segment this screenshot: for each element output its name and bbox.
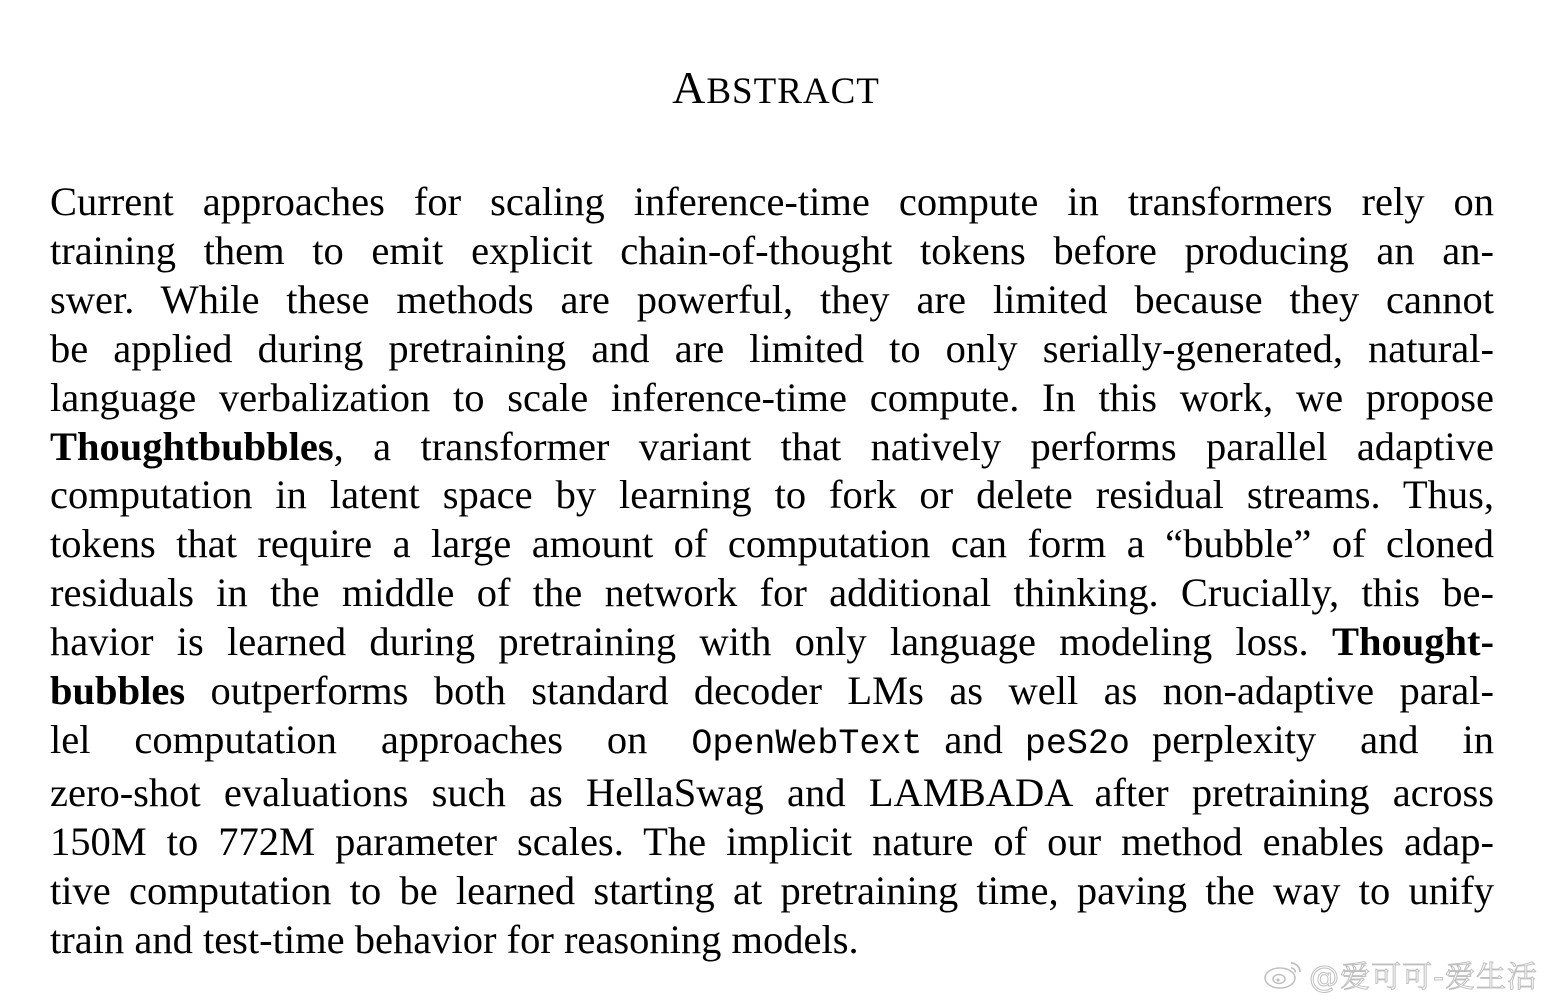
abstract-line [50, 716, 1494, 769]
section-heading-abstract [0, 62, 1552, 118]
line-text: , a transformer variant that natively performs parallel adaptive [333, 423, 1494, 469]
abstract-line: zero-shot evaluations such as HellaSwag and LAMBADA after pretraining across [50, 769, 1494, 815]
abstract-line: computation in latent space by learning to fork or delete residual streams. Thus, [50, 472, 1494, 518]
line-text: outperforms both standard decoder LMs as well as non-adaptive paral- [185, 668, 1494, 714]
dataset-name-openwebtext: OpenWebText [691, 723, 923, 764]
abstract-line: tokens that require a large amount of computation can form a “bubble” of cloned [50, 521, 1494, 567]
model-name-bold: Thought- [1331, 619, 1494, 665]
abstract-line: be applied during pretraining and are limited to only serially-generated, natural- [50, 325, 1494, 371]
dataset-name-pes2o: peS2o [1024, 723, 1130, 764]
line-text: and [944, 716, 1003, 762]
abstract-line [50, 667, 1494, 716]
heading-initial: A [672, 62, 707, 113]
abstract-line [50, 423, 1494, 472]
abstract-line: 150M to 772M parameter scales. The implicit nature of our method enables adap- [50, 818, 1494, 864]
abstract-body [50, 178, 1494, 965]
abstract-line: Current approaches for scaling inference-time compute in transformers rely on [50, 179, 1494, 224]
weibo-icon [1263, 957, 1303, 991]
abstract-line: language verbalization to scale inference-time compute. In this work, we propose [50, 374, 1494, 420]
abstract-line: training them to emit explicit chain-of-thought tokens before producing an an- [50, 227, 1494, 273]
heading-rest: BSTRACT [706, 71, 880, 112]
abstract-line: residuals in the middle of the network for additional thinking. Crucially, this be- [50, 570, 1494, 616]
abstract-line [50, 618, 1494, 667]
abstract-line: tive computation to be learned starting at pretraining time, paving the way to unify [50, 867, 1494, 913]
line-text: lel computation approaches on [50, 716, 692, 762]
line-text: havior is learned during pretraining with only language modeling loss. [50, 619, 1332, 665]
model-name-bold: bubbles [50, 668, 186, 714]
abstract-line: swer. While these methods are powerful, they are limited because they cannot [50, 276, 1494, 322]
model-name-bold: Thoughtbubbles [50, 423, 334, 469]
line-text: perplexity and in [1151, 716, 1494, 762]
abstract-line: train and test-time behavior for reasoning models. [50, 916, 859, 962]
watermark [1263, 952, 1538, 996]
watermark-text: @爱可可-爱生活 [1309, 960, 1538, 995]
